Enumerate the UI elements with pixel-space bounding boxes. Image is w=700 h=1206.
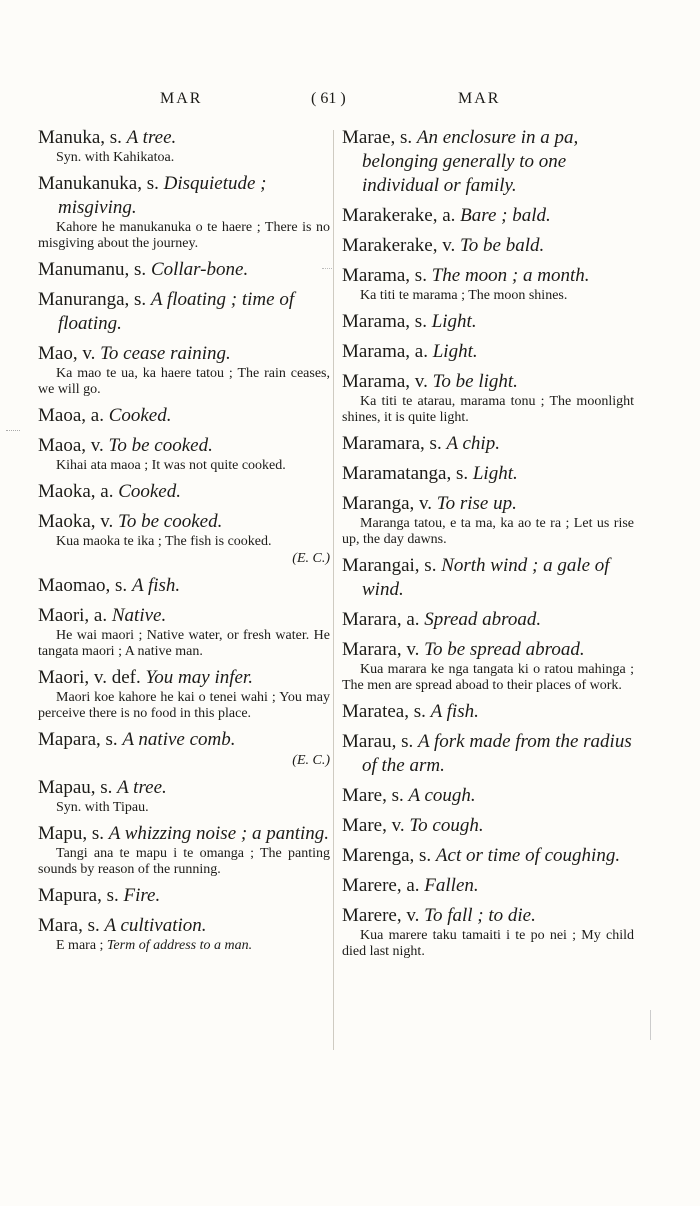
entry bbox=[342, 492, 634, 548]
definition: A native comb. bbox=[122, 729, 236, 750]
column-divider bbox=[333, 130, 334, 1050]
headword: Marama, v. bbox=[342, 371, 428, 392]
definition: Light. bbox=[472, 463, 518, 484]
page-number: ( 61 ) bbox=[311, 90, 346, 107]
entry bbox=[342, 310, 634, 334]
definition: Cooked. bbox=[118, 481, 181, 502]
example: Maori koe kahore he kai o tenei wahi ; You may perceive there is no food in this place. bbox=[38, 690, 330, 721]
definition: Cooked. bbox=[108, 405, 172, 426]
page-mark bbox=[6, 430, 20, 435]
headword: Marara, v. bbox=[342, 639, 420, 660]
headword: Maoa, a. bbox=[38, 405, 104, 426]
definition: Light. bbox=[431, 311, 477, 332]
left-column bbox=[38, 126, 330, 960]
entry bbox=[342, 234, 634, 258]
example: Syn. with Tipau. bbox=[56, 800, 149, 815]
entry bbox=[38, 288, 330, 336]
entry bbox=[342, 370, 634, 426]
headword: Manumanu, s. bbox=[38, 259, 147, 280]
headword: Mao, v. bbox=[38, 343, 96, 364]
header-left: MAR bbox=[160, 90, 203, 107]
headword: Manuranga, s. bbox=[38, 289, 147, 310]
entry bbox=[342, 904, 634, 960]
headword: Marau, s. bbox=[342, 731, 414, 752]
example-maori: E mara ; bbox=[56, 938, 104, 953]
entry bbox=[38, 342, 330, 398]
example-translation: Term of address to a man. bbox=[106, 938, 253, 953]
headword: Maoka, a. bbox=[38, 481, 114, 502]
entry bbox=[342, 874, 634, 898]
headword: Maomao, s. bbox=[38, 575, 128, 596]
definition: You may infer. bbox=[145, 667, 253, 688]
headword: Mare, s. bbox=[342, 785, 404, 806]
definition: The moon ; a month. bbox=[431, 265, 590, 286]
source-note: (E. C.) bbox=[292, 753, 330, 768]
definition: To be light. bbox=[432, 371, 518, 392]
definition: To rise up. bbox=[436, 493, 517, 514]
entry bbox=[38, 404, 330, 428]
example: Ka mao te ua, ka haere tatou ; The rain ceases, we will go. bbox=[38, 366, 330, 397]
example bbox=[38, 938, 330, 954]
running-head bbox=[0, 90, 700, 112]
entry bbox=[38, 914, 330, 954]
definition: Disquietude ; misgiving. bbox=[58, 173, 267, 218]
example: Ka titi te atarau, marama tonu ; The moonlight shines, it is quite light. bbox=[342, 394, 634, 425]
headword: Marara, a. bbox=[342, 609, 420, 630]
definition: A chip. bbox=[446, 433, 500, 454]
headword: Maori, a. bbox=[38, 605, 108, 626]
headword: Mapura, s. bbox=[38, 885, 119, 906]
headword: Marama, s. bbox=[342, 311, 427, 332]
headword: Maori, v. def. bbox=[38, 667, 141, 688]
entry bbox=[342, 730, 634, 778]
entry bbox=[342, 608, 634, 632]
headword: Manuka, s. bbox=[38, 127, 122, 148]
headword: Marere, v. bbox=[342, 905, 420, 926]
headword: Mapara, s. bbox=[38, 729, 118, 750]
definition: To be cooked. bbox=[108, 435, 213, 456]
example: Syn. with Kahikatoa. bbox=[56, 150, 175, 165]
definition: To fall ; to die. bbox=[424, 905, 536, 926]
entry bbox=[38, 258, 330, 282]
entry bbox=[342, 126, 634, 198]
headword: Maramara, s. bbox=[342, 433, 442, 454]
entry bbox=[38, 480, 330, 504]
definition: To be cooked. bbox=[118, 511, 223, 532]
headword: Manukanuka, s. bbox=[38, 173, 159, 194]
entry bbox=[342, 784, 634, 808]
definition: To cease raining. bbox=[100, 343, 231, 364]
headword: Mapau, s. bbox=[38, 777, 113, 798]
page-mark bbox=[650, 1010, 651, 1040]
entry bbox=[38, 510, 330, 568]
definition: North wind ; a gale of wind. bbox=[362, 555, 610, 600]
example: Kua marara ke nga tangata ki o ratou mahinga ; The men are spread aboad to their places of work. bbox=[342, 662, 634, 693]
entry bbox=[38, 172, 330, 252]
example: Ka titi te marama ; The moon shines. bbox=[360, 288, 568, 303]
definition: A fork made from the radius of the arm. bbox=[362, 731, 632, 776]
definition: Spread abroad. bbox=[424, 609, 542, 630]
example: Kihai ata maoa ; It was not quite cooked. bbox=[56, 458, 286, 473]
headword: Marangai, s. bbox=[342, 555, 437, 576]
definition: A tree. bbox=[117, 777, 167, 798]
headword: Marakerake, a. bbox=[342, 205, 456, 226]
headword: Marama, s. bbox=[342, 265, 427, 286]
entry bbox=[342, 432, 634, 456]
definition: A whizzing noise ; a panting. bbox=[108, 823, 330, 844]
headword: Mare, v. bbox=[342, 815, 405, 836]
entry bbox=[38, 776, 330, 816]
entry bbox=[38, 728, 330, 770]
headword: Marere, a. bbox=[342, 875, 420, 896]
entry bbox=[38, 604, 330, 660]
definition: To cough. bbox=[409, 815, 484, 836]
headword: Marenga, s. bbox=[342, 845, 432, 866]
headword: Marae, s. bbox=[342, 127, 413, 148]
entry bbox=[38, 822, 330, 878]
definition: A fish. bbox=[131, 575, 181, 596]
headword: Maranga, v. bbox=[342, 493, 433, 514]
entry bbox=[342, 844, 634, 868]
definition: Act or time of coughing. bbox=[435, 845, 621, 866]
headword: Mapu, s. bbox=[38, 823, 104, 844]
definition: A cultivation. bbox=[104, 915, 207, 936]
definition: Native. bbox=[111, 605, 167, 626]
entry bbox=[38, 884, 330, 908]
headword: Maratea, s. bbox=[342, 701, 426, 722]
example: He wai maori ; Native water, or fresh water. He tangata maori ; A native man. bbox=[38, 628, 330, 659]
definition: To be spread abroad. bbox=[424, 639, 585, 660]
entry bbox=[342, 340, 634, 364]
definition: A cough. bbox=[408, 785, 476, 806]
headword: Mara, s. bbox=[38, 915, 100, 936]
example: Kua marere taku tamaiti i te po nei ; My child died last night. bbox=[342, 928, 634, 959]
entry bbox=[38, 666, 330, 722]
entry bbox=[342, 462, 634, 486]
definition: Fire. bbox=[123, 885, 161, 906]
headword: Maramatanga, s. bbox=[342, 463, 469, 484]
definition: An enclosure in a pa, belonging generally to one individual or family. bbox=[362, 127, 579, 196]
definition: Bare ; bald. bbox=[460, 205, 551, 226]
definition: A tree. bbox=[126, 127, 177, 148]
right-column bbox=[342, 126, 634, 966]
definition: A fish. bbox=[430, 701, 479, 722]
definition: To be bald. bbox=[459, 235, 545, 256]
example: Kahore he manukanuka o te haere ; There is no misgiving about the journey. bbox=[38, 220, 330, 251]
source-note: (E. C.) bbox=[292, 551, 330, 566]
entry bbox=[342, 554, 634, 602]
headword: Maoa, v. bbox=[38, 435, 104, 456]
definition: Light. bbox=[432, 341, 478, 362]
definition: A floating ; time of floating. bbox=[58, 289, 295, 334]
header-right: MAR bbox=[458, 90, 501, 107]
entry bbox=[38, 126, 330, 166]
entry bbox=[342, 204, 634, 228]
entry bbox=[342, 638, 634, 694]
definition: Collar-bone. bbox=[150, 259, 249, 280]
example: Tangi ana te mapu i te omanga ; The panting sounds by reason of the running. bbox=[38, 846, 330, 877]
example: Kua maoka te ika ; The fish is cooked. bbox=[56, 534, 272, 549]
entry bbox=[38, 434, 330, 474]
entry bbox=[342, 700, 634, 724]
entry bbox=[38, 574, 330, 598]
headword: Marakerake, v. bbox=[342, 235, 456, 256]
entry bbox=[342, 264, 634, 304]
example: Maranga tatou, e ta ma, ka ao te ra ; Let us rise up, the day dawns. bbox=[342, 516, 634, 547]
headword: Marama, a. bbox=[342, 341, 428, 362]
entry bbox=[342, 814, 634, 838]
headword: Maoka, v. bbox=[38, 511, 114, 532]
definition: Fallen. bbox=[424, 875, 479, 896]
